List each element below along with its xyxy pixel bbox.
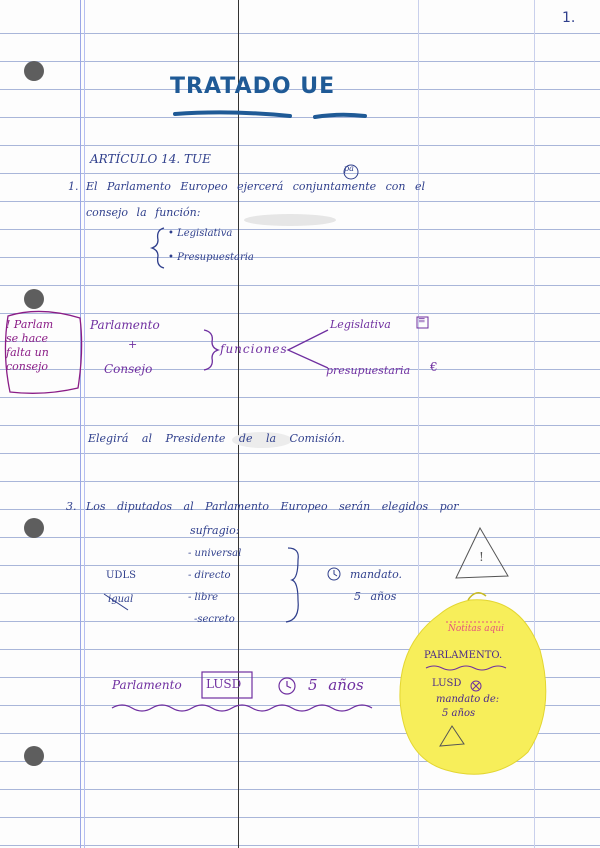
bottom-five-years: 5 años xyxy=(308,676,364,694)
diagram-consejo: Consejo xyxy=(104,362,153,376)
mandate-label: mandato. xyxy=(350,568,403,581)
point-3-line-1: Los diputados al Parlamento Europeo serán elegidos por xyxy=(86,500,459,513)
function-item-presupuestaria: • Presupuestaria xyxy=(168,252,254,263)
side-note-line: consejo xyxy=(6,360,49,373)
igual-label: igual xyxy=(108,594,134,605)
side-note-line: falta un xyxy=(6,346,49,359)
suffrage-item-universal: - universal xyxy=(188,548,242,559)
article-heading: ARTÍCULO 14. TUE xyxy=(90,152,211,166)
sticky-lusd: LUSD xyxy=(432,678,462,689)
suffrage-item-directo: - directo xyxy=(188,570,231,581)
suffrage-item-libre: - libre xyxy=(188,592,219,603)
point-1-line-1: El Parlamento Europeo ejercerá conjuntamente con el xyxy=(86,180,426,193)
diagram-legislativa: Legislativa xyxy=(330,318,391,331)
bottom-lusd-boxed: LUSD xyxy=(206,677,242,691)
point-1-number: 1. xyxy=(68,180,79,193)
legislativa-box-mark: ≡ xyxy=(418,316,426,326)
sticky-mandate: mandato de: xyxy=(436,694,500,705)
sticky-years: 5 años xyxy=(442,708,476,719)
function-item-legislativa: • Legislativa xyxy=(168,228,233,239)
side-note-line: se hace xyxy=(6,332,48,345)
warning-triangle-mark: ! xyxy=(479,550,484,564)
point-1-line-2: consejo la función: xyxy=(86,206,201,219)
udls-label: UDLS xyxy=(106,570,136,581)
euro-mark: € xyxy=(430,360,438,374)
diagram-plus: + xyxy=(128,338,138,351)
suffrage-label: sufragio: xyxy=(190,524,240,537)
diagram-funciones: funciones xyxy=(220,342,288,356)
mandate-years: 5 años xyxy=(354,590,397,603)
bottom-parlamento: Parlamento xyxy=(112,678,182,692)
page-number: 1. xyxy=(562,10,576,26)
side-note xyxy=(6,318,78,374)
point-3-number: 3. xyxy=(66,500,77,513)
elect-president-line: Elegirá al Presidente de la Comisión. xyxy=(88,432,345,445)
sticky-header: Notitas aqui xyxy=(448,624,505,634)
side-note-line: ! Parlam xyxy=(6,318,54,331)
diagram-presupuestaria: presupuestaria xyxy=(326,364,411,377)
suffrage-item-secreto: -secreto xyxy=(194,614,235,625)
sticky-title: PARLAMENTO. xyxy=(424,650,503,661)
page-title: TRATADO UE xyxy=(170,74,336,99)
diagram-parlamento: Parlamento xyxy=(90,318,160,332)
point-1-annotation: pa xyxy=(344,164,354,173)
